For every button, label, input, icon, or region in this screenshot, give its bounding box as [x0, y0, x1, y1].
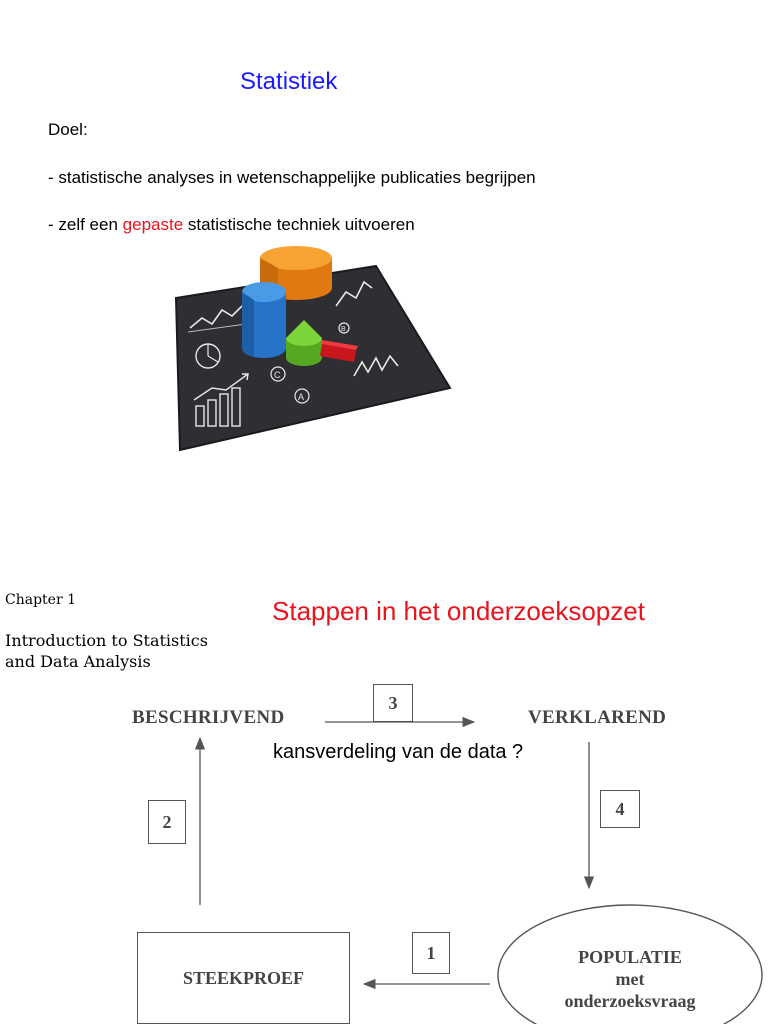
node-explanatory: VERKLAREND [528, 707, 667, 728]
node-sample [137, 932, 350, 1024]
population-line-2: met [615, 969, 645, 989]
slide-title: Statistiek [240, 68, 338, 95]
step-2-box: 2 [148, 800, 186, 844]
goal-bullet-understand: - statistische analyses in wetenschappelijke publicaties begrijpen [48, 168, 536, 187]
chapter-label: Chapter 1 [5, 592, 76, 608]
highlight-word: gepaste [122, 215, 184, 234]
population-line-3: onderzoeksvraag [564, 991, 696, 1011]
bullet-suffix: statistische techniek uitvoeren [183, 215, 415, 234]
node-population [500, 935, 760, 1023]
book-title-line-2: and Data Analysis [5, 652, 151, 671]
label-c: C [274, 370, 281, 380]
population-line-1: POPULATIE [578, 947, 682, 967]
node-descriptive: BESCHRIJVEND [132, 707, 285, 728]
node-sample-label: STEEKPROEF [182, 967, 305, 988]
book-title-line-1: Introduction to Statistics [5, 631, 208, 650]
section-title: Stappen in het onderzoeksopzet [272, 596, 645, 626]
step-4-box: 4 [600, 790, 640, 828]
label-b: B [341, 326, 346, 333]
label-a: A [298, 392, 305, 402]
bullet-prefix: - zelf een [48, 215, 123, 234]
step-3-box: 3 [373, 684, 413, 722]
step-1-box: 1 [412, 932, 450, 974]
goal-label: Doel: [48, 120, 88, 139]
distribution-question: kansverdeling van de data ? [273, 741, 524, 763]
